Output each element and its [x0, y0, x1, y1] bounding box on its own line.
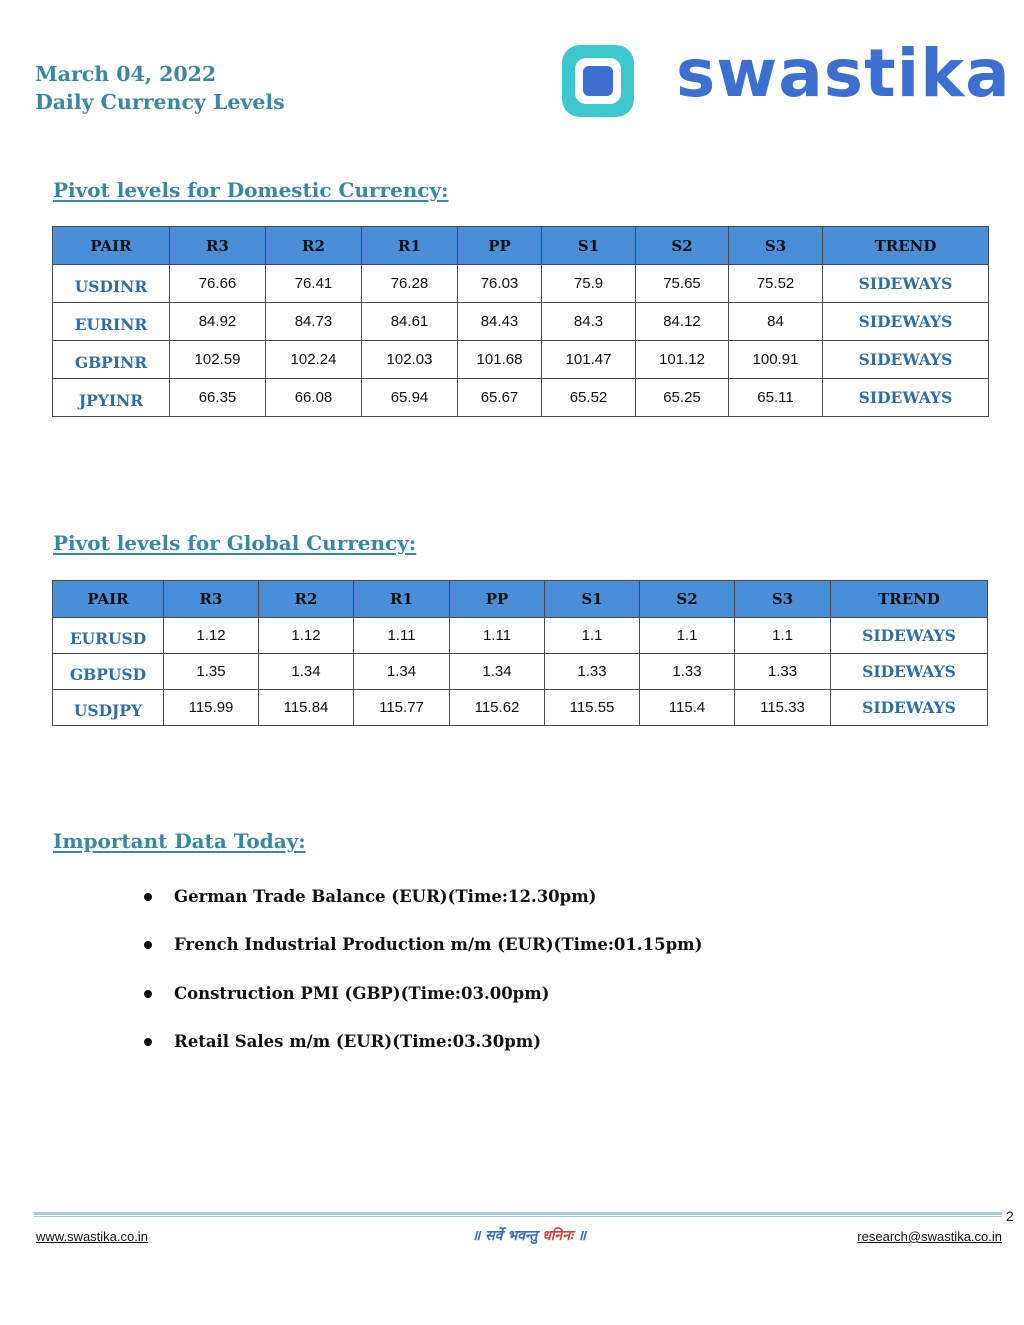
table-row	[53, 379, 989, 417]
column-header-s2: S2	[640, 581, 735, 618]
level-cell-pp: 1.11	[450, 618, 545, 654]
level-cell-r3: 1.12	[164, 618, 259, 654]
level-cell-r2: 102.24	[266, 341, 362, 379]
column-header-r2: R2	[266, 227, 362, 265]
column-header-s1: S1	[545, 581, 640, 618]
trend-cell: SIDEWAYS	[823, 379, 989, 417]
motto-part-a: ॥ सर्वे भवन्तु	[472, 1228, 543, 1244]
trend-cell: SIDEWAYS	[823, 265, 989, 303]
level-cell-r1: 115.77	[354, 690, 450, 726]
email-link[interactable]: research@swastika.co.in	[857, 1229, 1002, 1244]
level-cell-r1: 84.61	[362, 303, 458, 341]
domestic-section-title: Pivot levels for Domestic Currency:	[53, 178, 449, 202]
level-cell-s2: 65.25	[636, 379, 729, 417]
footer-divider-thin	[34, 1216, 1002, 1217]
level-cell-s2: 84.12	[636, 303, 729, 341]
level-cell-s2: 1.33	[640, 654, 735, 690]
pair-cell: USDINR	[53, 265, 170, 303]
swastika-logo-mark-icon	[562, 45, 634, 117]
level-cell-r2: 84.73	[266, 303, 362, 341]
pair-cell: EURINR	[53, 303, 170, 341]
level-cell-s2: 101.12	[636, 341, 729, 379]
document-header	[35, 60, 285, 116]
level-cell-s1: 101.47	[542, 341, 636, 379]
column-header-r2: R2	[259, 581, 354, 618]
event-label: Retail Sales m/m (EUR)(Time:03.30pm)	[174, 1031, 542, 1051]
table-row	[53, 341, 989, 379]
level-cell-r2: 76.41	[266, 265, 362, 303]
level-cell-r3: 76.66	[170, 265, 266, 303]
level-cell-s2: 75.65	[636, 265, 729, 303]
list-item	[140, 984, 702, 1032]
trend-cell: SIDEWAYS	[823, 303, 989, 341]
level-cell-r3: 115.99	[164, 690, 259, 726]
level-cell-s3: 75.52	[729, 265, 823, 303]
level-cell-pp: 76.03	[458, 265, 542, 303]
global-pivot-table	[52, 580, 988, 726]
column-header-s3: S3	[735, 581, 831, 618]
bullet-icon	[144, 990, 152, 998]
domestic-pivot-table	[52, 226, 989, 417]
level-cell-r3: 102.59	[170, 341, 266, 379]
level-cell-r2: 115.84	[259, 690, 354, 726]
level-cell-r1: 1.34	[354, 654, 450, 690]
level-cell-s1: 65.52	[542, 379, 636, 417]
column-header-r1: R1	[354, 581, 450, 618]
level-cell-pp: 1.34	[450, 654, 545, 690]
level-cell-s2: 115.4	[640, 690, 735, 726]
important-data-title: Important Data Today:	[53, 829, 306, 853]
column-header-s3: S3	[729, 227, 823, 265]
bullet-icon	[144, 893, 152, 901]
list-item	[140, 935, 702, 983]
page-number: 2	[1006, 1208, 1014, 1224]
report-subtitle: Daily Currency Levels	[35, 90, 285, 114]
table-header-row	[53, 227, 989, 265]
website-link[interactable]: www.swastika.co.in	[36, 1229, 148, 1244]
level-cell-r1: 76.28	[362, 265, 458, 303]
level-cell-s3: 65.11	[729, 379, 823, 417]
event-label: Construction PMI (GBP)(Time:03.00pm)	[174, 983, 550, 1003]
table-row	[53, 618, 988, 654]
footer-divider	[34, 1212, 1002, 1215]
motto-part-c: ॥	[572, 1228, 587, 1244]
trend-cell: SIDEWAYS	[831, 654, 988, 690]
column-header-r3: R3	[170, 227, 266, 265]
pair-cell: USDJPY	[53, 690, 164, 726]
swastika-logo	[562, 35, 1011, 119]
report-date: March 04, 2022	[35, 62, 217, 86]
trend-cell: SIDEWAYS	[831, 690, 988, 726]
table-row	[53, 690, 988, 726]
level-cell-s3: 1.33	[735, 654, 831, 690]
level-cell-pp: 84.43	[458, 303, 542, 341]
column-header-s2: S2	[636, 227, 729, 265]
table-row	[53, 654, 988, 690]
level-cell-s1: 1.33	[545, 654, 640, 690]
trend-cell: SIDEWAYS	[823, 341, 989, 379]
level-cell-s1: 84.3	[542, 303, 636, 341]
level-cell-r3: 84.92	[170, 303, 266, 341]
pair-cell: GBPINR	[53, 341, 170, 379]
list-item	[140, 887, 702, 935]
level-cell-r3: 66.35	[170, 379, 266, 417]
level-cell-r1: 1.11	[354, 618, 450, 654]
level-cell-pp: 115.62	[450, 690, 545, 726]
level-cell-pp: 65.67	[458, 379, 542, 417]
level-cell-s1: 1.1	[545, 618, 640, 654]
important-data-list	[140, 887, 702, 1080]
level-cell-s2: 1.1	[640, 618, 735, 654]
column-header-pair: PAIR	[53, 581, 164, 618]
column-header-r3: R3	[164, 581, 259, 618]
global-section-title: Pivot levels for Global Currency:	[53, 531, 417, 555]
column-header-s1: S1	[542, 227, 636, 265]
footer-motto	[472, 1226, 586, 1245]
event-label: French Industrial Production m/m (EUR)(Time:01.15pm)	[174, 935, 703, 955]
table-row	[53, 265, 989, 303]
bullet-icon	[144, 1038, 152, 1046]
level-cell-s3: 84	[729, 303, 823, 341]
motto-part-b: धनिनः	[542, 1228, 573, 1244]
level-cell-r3: 1.35	[164, 654, 259, 690]
pair-cell: GBPUSD	[53, 654, 164, 690]
level-cell-r2: 66.08	[266, 379, 362, 417]
table-row	[53, 303, 989, 341]
level-cell-r2: 1.34	[259, 654, 354, 690]
level-cell-pp: 101.68	[458, 341, 542, 379]
level-cell-r2: 1.12	[259, 618, 354, 654]
event-label: German Trade Balance (EUR)(Time:12.30pm)	[174, 887, 597, 906]
column-header-r1: R1	[362, 227, 458, 265]
level-cell-s1: 75.9	[542, 265, 636, 303]
level-cell-s3: 115.33	[735, 690, 831, 726]
column-header-trend: TREND	[823, 227, 989, 265]
table-header-row	[53, 581, 988, 618]
logo-wordmark: swastika	[676, 35, 1011, 112]
pair-cell: JPYINR	[53, 379, 170, 417]
column-header-pair: PAIR	[53, 227, 170, 265]
level-cell-s1: 115.55	[545, 690, 640, 726]
column-header-trend: TREND	[831, 581, 988, 618]
bullet-icon	[144, 941, 152, 949]
level-cell-r1: 65.94	[362, 379, 458, 417]
pair-cell: EURUSD	[53, 618, 164, 654]
level-cell-r1: 102.03	[362, 341, 458, 379]
column-header-pp: PP	[450, 581, 545, 618]
level-cell-s3: 100.91	[729, 341, 823, 379]
list-item	[140, 1032, 702, 1080]
column-header-pp: PP	[458, 227, 542, 265]
trend-cell: SIDEWAYS	[831, 618, 988, 654]
level-cell-s3: 1.1	[735, 618, 831, 654]
